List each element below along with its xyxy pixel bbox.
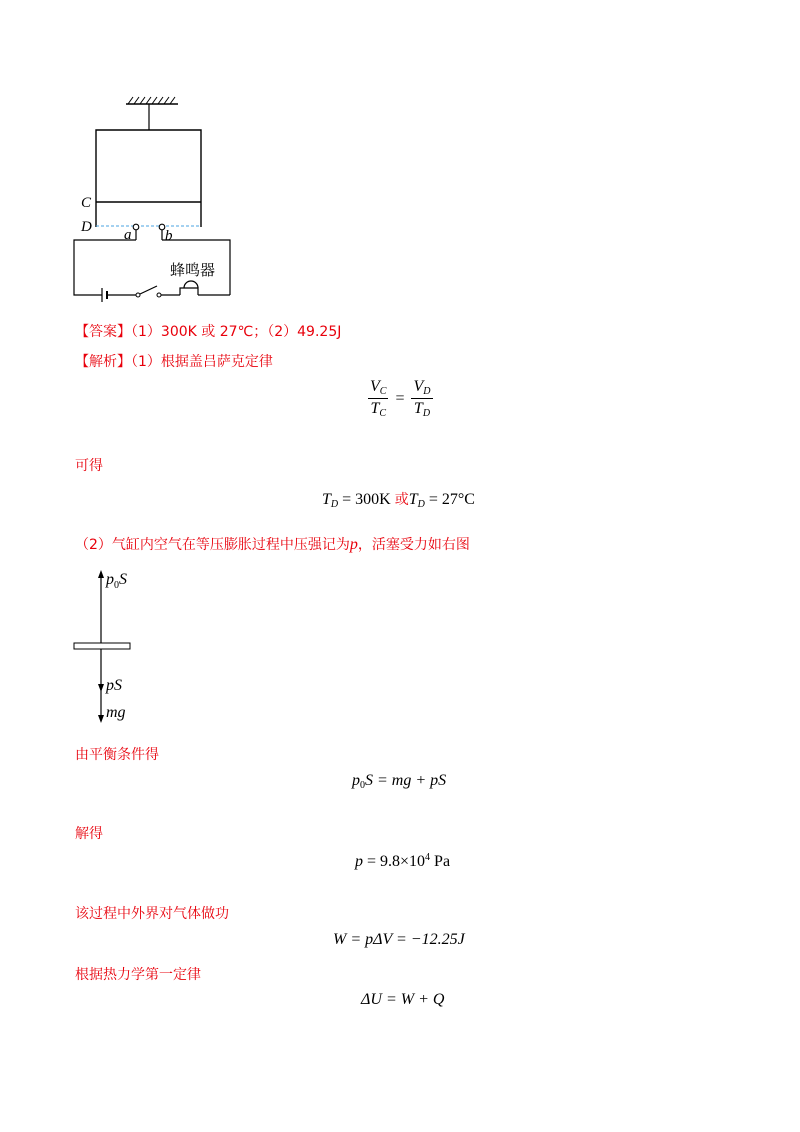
equation-balance: $p_0S$ = mg + pS (352, 772, 447, 791)
equation-work: W = pΔV = −12.25J (333, 931, 465, 948)
analysis-bracket: 【解析】 (75, 354, 131, 370)
answer-line (75, 321, 341, 341)
equation-pressure: $p = 9.8\times 10^4$ Pa (355, 852, 451, 870)
analysis-line (75, 351, 273, 371)
force-diagram (68, 566, 158, 726)
equation-gay-lussac: $\frac{V_C}{T_C}$ = $\frac{V_D}{T_D}$ (370, 378, 431, 419)
step-law: 根据热力学第一定律 (75, 967, 201, 983)
part2-line: （2）气缸内空气在等压膨胀过程中压强记为p，活塞受力如右图 (75, 536, 470, 553)
force-mg: mg (106, 704, 126, 721)
analysis-text: （1）根据盖吕萨克定律 (131, 354, 273, 370)
step-solve: 解得 (75, 826, 103, 842)
buzzer-label: 蜂鸣器 (170, 261, 216, 279)
label-b: b (165, 228, 173, 244)
label-c: C (81, 195, 92, 211)
label-a: a (124, 227, 132, 243)
step-work: 该过程中外界对气体做功 (75, 906, 229, 922)
force-p0s: $p_0S$ (106, 571, 127, 591)
answer-bracket: 【答案】 (75, 324, 131, 340)
step-kede: 可得 (75, 458, 103, 474)
force-ps: pS (106, 677, 122, 694)
label-d: D (81, 219, 92, 235)
or-word: 或 (394, 492, 409, 508)
equation-td: $T_D = 300K$ 或$T_D = 27^\circ C$ (322, 491, 475, 510)
cylinder-circuit-diagram (60, 90, 250, 305)
answer-text: （1）300K 或 27℃；（2）49.25J (131, 324, 342, 340)
step-balance: 由平衡条件得 (75, 747, 159, 763)
equation-first-law: ΔU = W + Q (361, 991, 445, 1008)
